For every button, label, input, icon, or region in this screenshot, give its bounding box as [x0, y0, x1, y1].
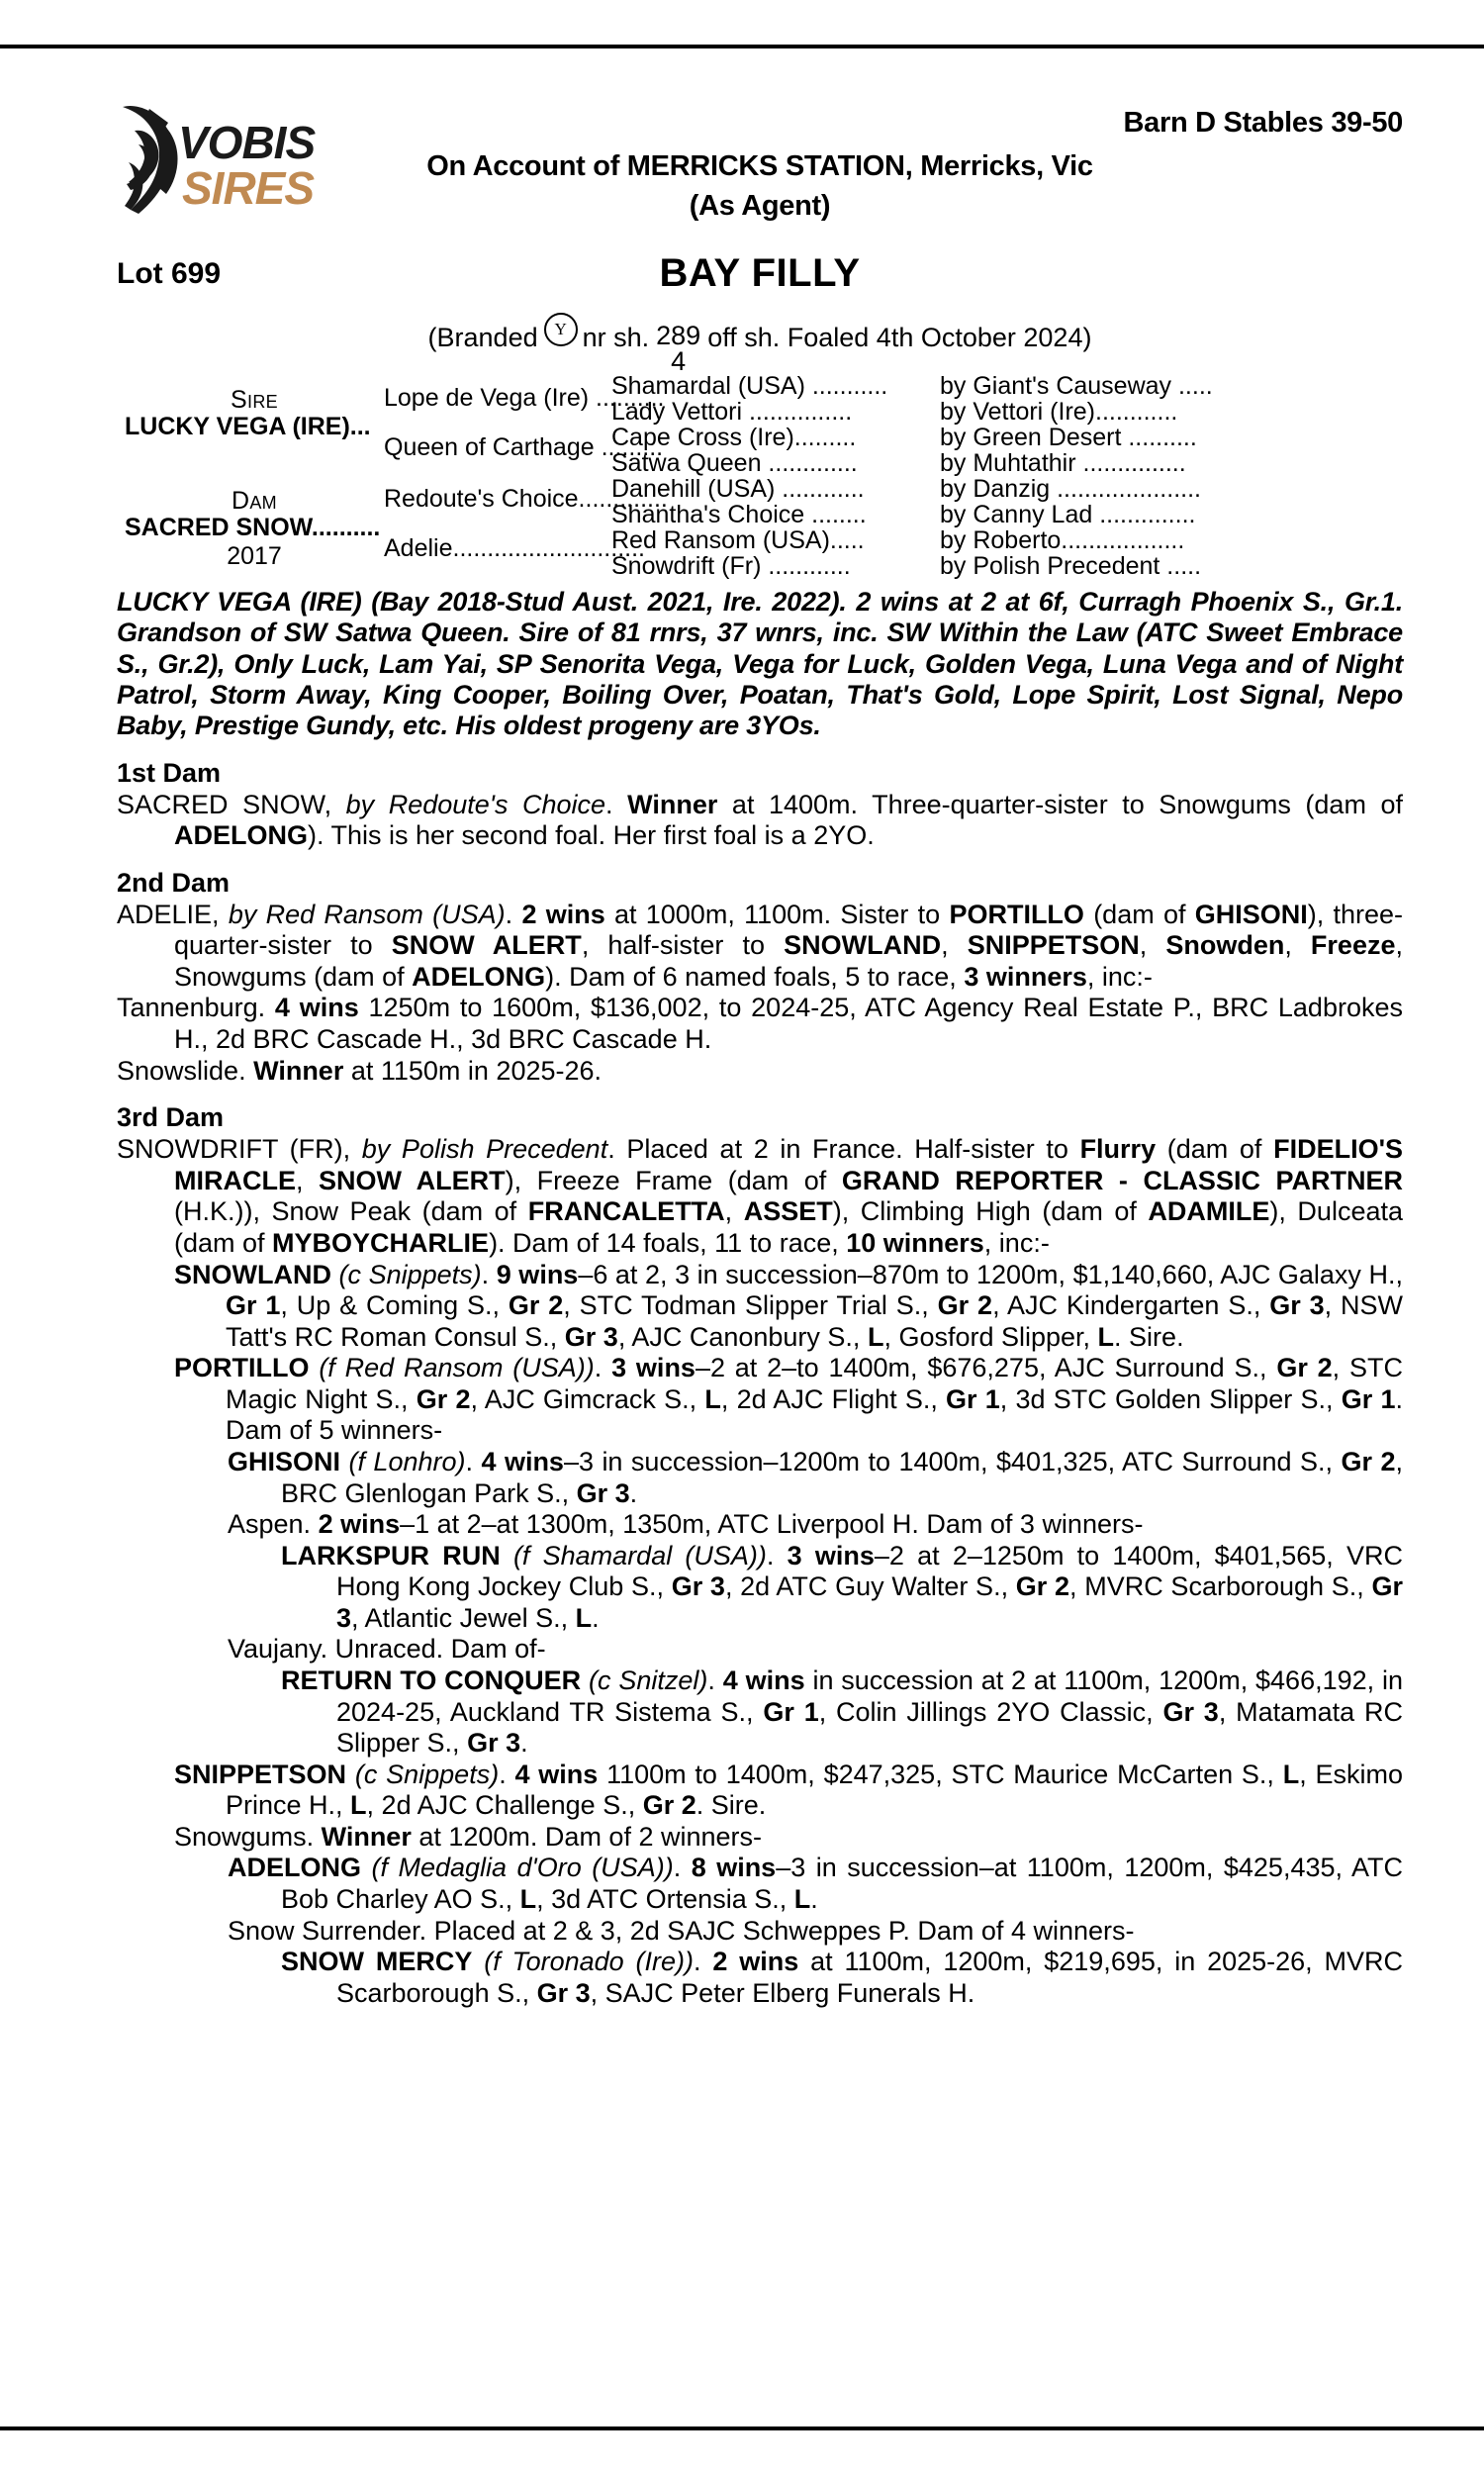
pedigree-entry: Snow Surrender. Placed at 2 & 3, 2d SAJC Schweppes P. Dam of 4 winners-: [228, 1915, 1135, 1946]
pedigree-dam-block: [125, 489, 384, 571]
greatgrandparent-sire: by Vettori (Ire)............: [940, 398, 1178, 426]
svg-text:VOBIS: VOBIS: [178, 117, 316, 168]
sire-summary-paragraph: LUCKY VEGA (IRE) (Bay 2018-Stud Aust. 2021, Ire. 2022). 2 wins at 2 at 6f, Curragh Phoenix S., Gr.1. Grandson of SW Satwa Queen. Sire of 81 rnrs, 37 wnrs, inc. SW Within the Law (ATC Sweet Embrace S., Gr.2), Only Luck, Lam Yai, SP Senorita Vega, Vega for Luck, Golden Vega, Luna Vega and of Night Patrol, Storm Away, King Cooper, Boiling Over, Poatan, That's Gold, Lope Spirit, Lost Signal, Nepo Baby, Prestige Gundy, etc. His oldest progeny are 3YOs.: [117, 587, 1403, 741]
brand-mid-text: nr sh.: [582, 323, 650, 352]
pedigree-entry: SNOWLAND (c Snippets). 9 wins–6 at 2, 3 in succession–870m to 1200m, $1,140,660, AJC Galaxy H., Gr 1, Up & Coming S., Gr 2, STC Todman Slipper Trial S., Gr 2, AJC Kindergarten S., Gr 3, NSW Tatt's RC Roman Consul S., Gr 3, AJC Canonbury S., L, Gosford Slipper, L. Sire.: [174, 1259, 1403, 1352]
greatgrandparent-row: [611, 526, 1403, 555]
brand-suffix-text: off sh. Foaled 4th October 2024): [707, 323, 1092, 352]
pedigree-sire-block: [125, 388, 384, 441]
greatgrandparent-row: [611, 398, 1403, 427]
barn-stables-label: Barn D Stables 39-50: [1123, 107, 1403, 139]
dam-label: Dam: [232, 487, 277, 515]
greatgrandparent-name: Snowdrift (Fr) ............: [611, 552, 851, 580]
greatgrandparent-sire: by Green Desert ..........: [940, 424, 1197, 451]
pedigree-entry: ADELONG (f Medaglia d'Oro (USA)). 8 wins–3 in succession–at 1100m, 1200m, $425,435, ATC Bob Charley AO S., L, 3d ATC Ortensia S., L.: [228, 1853, 1403, 1915]
greatgrandparent-name: Satwa Queen .............: [611, 449, 858, 477]
dam-section-heading: 2nd Dam: [117, 867, 231, 898]
vendor-account-line: On Account of MERRICKS STATION, Merricks, Vic: [426, 150, 1093, 182]
sire-label: Sire: [231, 386, 278, 414]
dam-section-heading: 1st Dam: [117, 757, 222, 788]
greatgrandparent-sire: by Canny Lad ..............: [940, 501, 1196, 528]
pedigree-entry: LARKSPUR RUN (f Shamardal (USA)). 3 wins–2 at 2–1250m to 1400m, $401,565, VRC Hong Kong Jockey Club S., Gr 3, 2d ATC Guy Walter S., Gr 2, MVRC Scarborough S., Gr 3, Atlantic Jewel S., L.: [281, 1540, 1403, 1633]
pedigree-entry: Snowgums. Winner at 1200m. Dam of 2 winners-: [174, 1821, 762, 1852]
pedigree-entry: SACRED SNOW, by Redoute's Choice. Winner at 1400m. Three-quarter-sister to Snowgums (dam of ADELONG). This is her second foal. Her first foal is a 2YO.: [117, 789, 1404, 851]
grandparent-4: Adelie............................: [384, 534, 645, 562]
pedigree-entry: GHISONI (f Lonhro). 4 wins–3 in succession–1200m to 1400m, $401,325, ATC Surround S., Gr 2, BRC Glenlogan Park S., Gr 3.: [228, 1446, 1403, 1508]
dam-year: 2017: [227, 541, 282, 570]
pedigree-entry: Snowslide. Winner at 1150m in 2025-26.: [117, 1055, 603, 1086]
page-bottom-rule: [0, 2426, 1484, 2430]
pedigree-entry: ADELIE, by Red Ransom (USA). 2 wins at 1000m, 1100m. Sister to PORTILLO (dam of GHISONI), three-quarter-sister to SNOW ALERT, half-sister to SNOWLAND, SNIPPETSON, Snowden, Freeze, Snowgums (dam of ADELONG). Dam of 6 named foals, 5 to race, 3 winners, inc:-: [117, 899, 1404, 992]
as-agent-line: (As Agent): [689, 190, 831, 222]
greatgrandparent-row: [611, 449, 1403, 478]
brand-number-fraction: [656, 321, 701, 376]
dam-name: [125, 514, 384, 542]
page-header: [117, 69, 1403, 257]
greatgrandparent-row: [611, 372, 1403, 401]
greatgrandparent-sire: by Danzig .....................: [940, 475, 1201, 503]
greatgrandparent-name: Shantha's Choice ........: [611, 501, 867, 528]
greatgrandparent-sire: by Muhtathir ...............: [940, 449, 1186, 477]
greatgrandparent-name: Shamardal (USA) ...........: [611, 372, 888, 400]
greatgrandparent-name: Red Ransom (USA).....: [611, 526, 865, 554]
greatgrandparent-row: [611, 475, 1403, 504]
brand-symbol-letter: Y: [554, 320, 567, 339]
pedigree-entry: RETURN TO CONQUER (c Snitzel). 4 wins in succession at 2 at 1100m, 1200m, $466,192, in 2024-25, Auckland TR Sistema S., Gr 1, Colin Jillings 2YO Classic, Gr 3, Matamata RC Slipper S., Gr 3.: [281, 1665, 1404, 1759]
greatgrandparent-row: [611, 552, 1403, 581]
pedigree-entry: PORTILLO (f Red Ransom (USA)). 3 wins–2 at 2–to 1400m, $676,275, AJC Surround S., Gr 2, STC Magic Night S., Gr 2, AJC Gimcrack S., L, 2d AJC Flight S., Gr 1, 3d STC Golden Slipper S., Gr 1. Dam of 5 winners-: [174, 1353, 1404, 1446]
greatgrandparent-name: Lady Vettori ...............: [611, 398, 853, 426]
greatgrandparent-sire: by Roberto..................: [940, 526, 1185, 554]
svg-text:SIRES: SIRES: [182, 162, 315, 214]
grandparent-3: Redoute's Choice.............: [384, 485, 668, 513]
greatgrandparent-name: Danehill (USA) ............: [611, 475, 865, 503]
pedigree-entry: SNOWDRIFT (FR), by Polish Precedent. Placed at 2 in France. Half-sister to Flurry (dam of FIDELIO'S MIRACLE, SNOW ALERT), Freeze Frame (dam of GRAND REPORTER - CLASSIC PARTNER (H.K.)), Snow Peak (dam of FRANCALETTA, ASSET), Climbing High (dam of ADAMILE), Dulceata (dam of MYBOYCHARLIE). Dam of 14 foals, 11 to race, 10 winners, inc:-: [117, 1134, 1404, 1258]
pedigree-entry: Tannenburg. 4 wins 1250m to 1600m, $136,002, to 2024-25, ATC Agency Real Estate P., BRC Ladbrokes H., 2d BRC Cascade H., 3d BRC Cascade H.: [117, 993, 1403, 1055]
lot-number: Lot 699: [117, 257, 222, 290]
dam-sections: [117, 758, 1403, 2010]
brand-number-denominator: 4: [671, 345, 687, 376]
dam-section-heading: 3rd Dam: [117, 1102, 225, 1133]
greatgrandparent-row: [611, 424, 1403, 452]
dam-name-text: SACRED SNOW: [125, 514, 312, 541]
grandparent-1: Lope de Vega (Ire) ..........: [384, 384, 665, 412]
pedigree-entry: Vaujany. Unraced. Dam of-: [228, 1634, 546, 1665]
lot-title-row: [117, 251, 1403, 313]
branding-line: [117, 313, 1403, 376]
brand-symbol-icon: [544, 313, 578, 346]
pedigree-entry: Aspen. 2 wins–1 at 2–at 1300m, 1350m, ATC Liverpool H. Dam of 3 winners-: [228, 1509, 1144, 1540]
page-top-rule: [0, 45, 1484, 48]
greatgrandparent-row: [611, 501, 1403, 529]
brand-prefix-text: (Branded: [427, 323, 538, 352]
pedigree-table: [117, 372, 1403, 585]
brand-number-numerator: 289: [656, 321, 701, 350]
page-content: [117, 69, 1403, 2009]
pedigree-entry: SNIPPETSON (c Snippets). 4 wins 1100m to 1400m, $247,325, STC Maurice McCarten S., L, Eskimo Prince H., L, 2d AJC Challenge S., Gr 2. Sire.: [174, 1759, 1404, 1821]
greatgrandparent-name: Cape Cross (Ire).........: [611, 424, 857, 451]
greatgrandparent-sire: by Polish Precedent .....: [940, 552, 1202, 580]
page-title: BAY FILLY: [659, 251, 861, 295]
pedigree-entry: SNOW MERCY (f Toronado (Ire)). 2 wins at 1100m, 1200m, $219,695, in 2025-26, MVRC Scarborough S., Gr 3, SAJC Peter Elberg Funerals H.: [281, 1947, 1404, 2008]
grandparent-2: Queen of Carthage .........: [384, 433, 664, 461]
dam-name-leader: ..........: [311, 514, 381, 541]
sire-name: LUCKY VEGA (IRE)...: [125, 413, 371, 440]
greatgrandparent-sire: by Giant's Causeway .....: [940, 372, 1213, 400]
